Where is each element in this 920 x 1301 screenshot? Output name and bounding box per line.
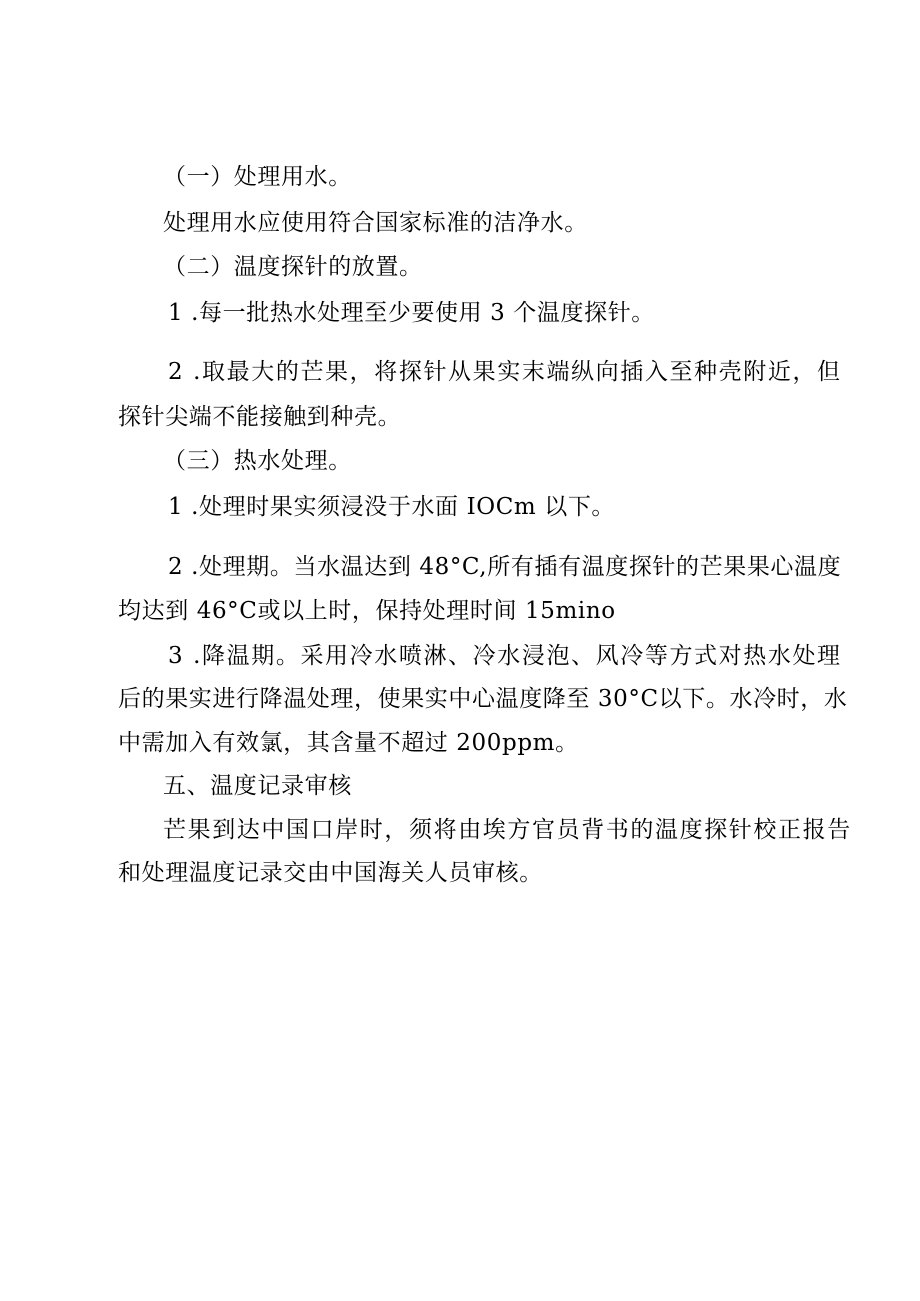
paragraph-line: 和处理温度记录交由中国海关人员审核。 <box>118 860 543 886</box>
list-item-1: 1 .每一批热水处理至少要使用 3 个温度探针。 <box>168 300 655 326</box>
list-item-2: 2 .处理期。当水温达到 48°C,所有插有温度探针的芒果果心温度 <box>168 554 842 580</box>
paragraph-line: 中需加入有效氯，其含量不超过 200ppm。 <box>118 730 579 756</box>
section-heading-probe-placement: （二）温度探针的放置。 <box>163 254 423 280</box>
paragraph-line: 后的果实进行降温处理，使果实中心温度降至 30°C以下。水冷时，水 <box>118 686 848 712</box>
section-heading-temperature-record-review: 五、温度记录审核 <box>163 773 352 799</box>
list-item-2: 2 .取最大的芒果，将探针从果实末端纵向插入至种壳附近，但 <box>168 359 842 385</box>
paragraph-line: 探针尖端不能接触到种壳。 <box>118 404 402 430</box>
list-item-1: 1 .处理时果实须浸没于水面 IOCm 以下。 <box>168 494 616 520</box>
paragraph-line: 处理用水应使用符合国家标准的洁净水。 <box>163 210 588 236</box>
paragraph-line: 芒果到达中国口岸时，须将由埃方官员背书的温度探针校正报告 <box>163 817 852 843</box>
paragraph-line: 均达到 46°C或以上时，保持处理时间 15mino <box>118 598 616 624</box>
list-item-3: 3 .降温期。采用冷水喷淋、冷水浸泡、风冷等方式对热水处理 <box>168 643 842 669</box>
section-heading-treatment-water: （一）处理用水。 <box>163 164 352 190</box>
section-heading-hot-water-treatment: （三）热水处理。 <box>163 448 352 474</box>
